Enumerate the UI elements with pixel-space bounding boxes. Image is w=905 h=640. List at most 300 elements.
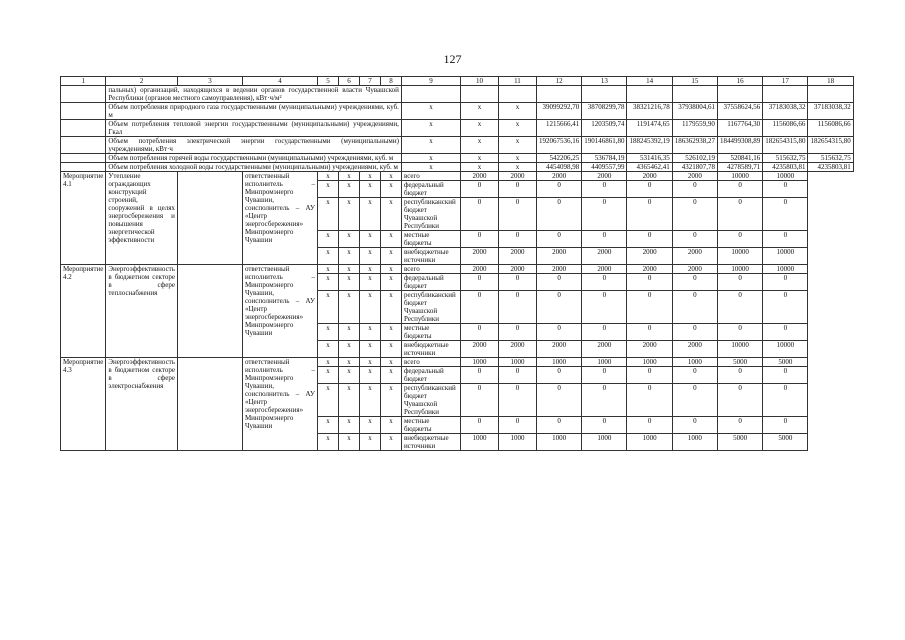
funding-value: 0 — [582, 367, 627, 384]
indicator-mark — [460, 86, 498, 103]
indicator-empty-cell — [61, 137, 106, 154]
indicator-value: 536784,19 — [582, 154, 627, 163]
indicator-value: 1203509,74 — [582, 120, 627, 137]
indicator-value: 4454098,98 — [536, 163, 581, 172]
indicator-empty-cell — [61, 103, 106, 120]
funding-value: 0 — [717, 384, 762, 417]
funding-value: 2000 — [460, 172, 498, 181]
code-mark: x — [338, 384, 359, 417]
funding-value: 2000 — [498, 172, 536, 181]
indicator-text: Объем потребления природного газа государственными (муниципальными) учреждениями, куб. м — [106, 103, 402, 120]
program-table — [60, 76, 854, 451]
measure-empty-cell — [177, 172, 242, 265]
indicator-text: Объем потребления горячей воды государственными (муниципальными) учреждениями, куб. м — [106, 154, 402, 163]
indicator-mark: x — [498, 154, 536, 163]
code-mark: x — [380, 367, 401, 384]
indicator-row — [61, 137, 854, 154]
funding-value: 0 — [627, 384, 672, 417]
code-mark: x — [380, 291, 401, 324]
indicator-value: 4235803,81 — [763, 163, 808, 172]
funding-value: 0 — [763, 274, 808, 291]
funding-value: 0 — [582, 291, 627, 324]
col-header: 16 — [717, 77, 762, 86]
funding-value: 10000 — [717, 172, 762, 181]
code-mark: x — [317, 417, 338, 434]
indicator-value — [717, 86, 762, 103]
funding-value: 0 — [627, 231, 672, 248]
measure-name: Мероприятие 4.2 — [61, 265, 106, 358]
indicator-value: 37183038,32 — [763, 103, 808, 120]
funding-value: 0 — [717, 367, 762, 384]
measure-row — [61, 172, 854, 181]
funding-value: 0 — [763, 324, 808, 341]
code-mark: x — [338, 324, 359, 341]
code-mark: x — [317, 274, 338, 291]
code-mark: x — [380, 172, 401, 181]
measure-executor: ответственный исполнитель – Минпромэнерго Чувашии, соисполнитель – АУ «Центр энергосбережения» Минпромэнерго Чувашии — [242, 265, 317, 358]
indicator-value: 190146861,80 — [582, 137, 627, 154]
funding-value: 10000 — [763, 341, 808, 358]
col-header: 7 — [359, 77, 380, 86]
indicator-value: 531416,35 — [627, 154, 672, 163]
funding-value: 2000 — [460, 265, 498, 274]
indicator-mark: x — [460, 163, 498, 172]
funding-value: 0 — [582, 417, 627, 434]
funding-value: 2000 — [582, 172, 627, 181]
funding-value: 0 — [717, 291, 762, 324]
funding-value: 1000 — [582, 434, 627, 451]
indicator-text: Объем потребления холодной воды государственными (муниципальными) учреждениями, куб. м — [106, 163, 402, 172]
col-header: 1 — [61, 77, 106, 86]
funding-source: федеральный бюджет — [401, 367, 460, 384]
col-header: 10 — [460, 77, 498, 86]
funding-value: 0 — [717, 198, 762, 231]
column-number-row — [61, 77, 854, 86]
funding-value: 0 — [763, 181, 808, 198]
indicator-empty-cell — [61, 163, 106, 172]
funding-value: 0 — [672, 198, 717, 231]
code-mark: x — [317, 198, 338, 231]
indicator-value: 37183038,32 — [808, 103, 853, 120]
funding-value: 1000 — [498, 434, 536, 451]
funding-value: 0 — [582, 198, 627, 231]
funding-value: 2000 — [672, 248, 717, 265]
indicator-value — [672, 86, 717, 103]
code-mark: x — [317, 265, 338, 274]
indicator-value: 1179559,90 — [672, 120, 717, 137]
funding-value: 5000 — [717, 358, 762, 367]
indicator-value: 184499308,89 — [717, 137, 762, 154]
code-mark: x — [338, 417, 359, 434]
indicator-row — [61, 120, 854, 137]
indicator-value: 4321807,78 — [672, 163, 717, 172]
funding-value: 1000 — [627, 434, 672, 451]
indicator-value: 37558624,56 — [717, 103, 762, 120]
funding-value: 0 — [498, 274, 536, 291]
code-mark: x — [338, 198, 359, 231]
col-header: 2 — [106, 77, 178, 86]
code-mark: x — [317, 434, 338, 451]
funding-value: 0 — [498, 417, 536, 434]
funding-value: 0 — [627, 274, 672, 291]
funding-value: 2000 — [672, 265, 717, 274]
funding-value: 0 — [460, 181, 498, 198]
measure-executor: ответственный исполнитель – Минпромэнерго Чувашии, соисполнитель – АУ «Центр энергосбережения» Минпромэнерго Чувашии — [242, 358, 317, 451]
indicator-empty-cell — [61, 86, 106, 103]
measure-empty-cell — [177, 265, 242, 358]
code-mark: x — [359, 172, 380, 181]
funding-value: 0 — [582, 231, 627, 248]
funding-value: 2000 — [536, 341, 581, 358]
indicator-value: 39099292,70 — [536, 103, 581, 120]
measure-name: Мероприятие 4.1 — [61, 172, 106, 265]
code-mark: x — [359, 358, 380, 367]
code-mark: x — [359, 198, 380, 231]
code-mark: x — [359, 434, 380, 451]
indicator-row — [61, 163, 854, 172]
code-mark: x — [317, 324, 338, 341]
code-mark: x — [359, 291, 380, 324]
col-header: 11 — [498, 77, 536, 86]
funding-value: 2000 — [582, 341, 627, 358]
funding-value: 1000 — [672, 358, 717, 367]
indicator-value — [808, 86, 853, 103]
code-mark: x — [338, 367, 359, 384]
funding-value: 2000 — [627, 265, 672, 274]
funding-value: 5000 — [717, 434, 762, 451]
code-mark: x — [359, 324, 380, 341]
code-mark: x — [317, 172, 338, 181]
funding-value: 2000 — [498, 265, 536, 274]
indicator-mark: x — [401, 120, 460, 137]
funding-value: 0 — [672, 291, 717, 324]
indicator-mark: x — [460, 137, 498, 154]
funding-value: 2000 — [627, 248, 672, 265]
funding-source: внебюджетные источники — [401, 248, 460, 265]
code-mark: x — [359, 231, 380, 248]
indicator-row — [61, 103, 854, 120]
indicator-mark: x — [460, 103, 498, 120]
indicator-value: 182654315,80 — [808, 137, 853, 154]
measure-row — [61, 358, 854, 367]
funding-value: 0 — [536, 198, 581, 231]
funding-value: 0 — [582, 384, 627, 417]
funding-value: 0 — [498, 231, 536, 248]
indicator-value: 520841,16 — [717, 154, 762, 163]
measure-title: Утепление ограждающих конструкций строений, сооружений в целях энергосбережения и повышения энергетической эффективности — [106, 172, 178, 265]
indicator-value — [627, 86, 672, 103]
funding-value: 1000 — [460, 434, 498, 451]
code-mark: x — [359, 384, 380, 417]
funding-value: 0 — [717, 324, 762, 341]
funding-value: 0 — [627, 198, 672, 231]
funding-value: 0 — [460, 324, 498, 341]
indicator-value: 4365462,41 — [627, 163, 672, 172]
funding-value: 0 — [717, 417, 762, 434]
funding-value: 10000 — [717, 265, 762, 274]
funding-value: 1000 — [536, 434, 581, 451]
funding-value: 1000 — [460, 358, 498, 367]
indicator-value: 186362938,27 — [672, 137, 717, 154]
code-mark: x — [338, 248, 359, 265]
funding-value: 0 — [498, 181, 536, 198]
funding-value: 0 — [672, 417, 717, 434]
indicator-mark — [401, 86, 460, 103]
col-header: 6 — [338, 77, 359, 86]
indicator-mark: x — [401, 163, 460, 172]
funding-value: 10000 — [717, 341, 762, 358]
funding-value: 0 — [627, 367, 672, 384]
funding-source: республиканский бюджет Чувашской Республики — [401, 291, 460, 324]
code-mark: x — [317, 367, 338, 384]
funding-value: 0 — [460, 367, 498, 384]
funding-value: 0 — [763, 417, 808, 434]
code-mark: x — [338, 274, 359, 291]
funding-source: местные бюджеты — [401, 417, 460, 434]
code-mark: x — [380, 384, 401, 417]
code-mark: x — [317, 231, 338, 248]
funding-value: 2000 — [582, 248, 627, 265]
code-mark: x — [338, 231, 359, 248]
funding-value: 0 — [498, 198, 536, 231]
code-mark: x — [380, 248, 401, 265]
indicator-row — [61, 154, 854, 163]
indicator-value: 37938004,61 — [672, 103, 717, 120]
col-header: 3 — [177, 77, 242, 86]
funding-source: внебюджетные источники — [401, 434, 460, 451]
measure-title: Энергоэффективность в бюджетном секторе в сфере электроснабжения — [106, 358, 178, 451]
code-mark: x — [317, 358, 338, 367]
indicator-value — [763, 86, 808, 103]
funding-value: 2000 — [460, 248, 498, 265]
funding-value: 0 — [582, 274, 627, 291]
indicator-mark — [498, 86, 536, 103]
funding-value: 2000 — [672, 341, 717, 358]
funding-source: всего — [401, 358, 460, 367]
funding-value: 0 — [627, 291, 672, 324]
funding-value: 0 — [763, 367, 808, 384]
funding-source: всего — [401, 265, 460, 274]
funding-value: 0 — [672, 384, 717, 417]
indicator-value: 38708299,78 — [582, 103, 627, 120]
funding-value: 0 — [582, 181, 627, 198]
code-mark: x — [380, 417, 401, 434]
code-mark: x — [380, 358, 401, 367]
funding-value: 1000 — [582, 358, 627, 367]
funding-source: федеральный бюджет — [401, 181, 460, 198]
indicator-text: Объем потребления электрической энергии государственными (муниципальными) учреждениями, кВт·ч — [106, 137, 402, 154]
funding-value: 2000 — [627, 172, 672, 181]
funding-value: 0 — [498, 291, 536, 324]
funding-value: 10000 — [763, 172, 808, 181]
funding-value: 0 — [672, 181, 717, 198]
indicator-mark: x — [460, 120, 498, 137]
funding-value: 2000 — [498, 341, 536, 358]
col-header: 8 — [380, 77, 401, 86]
funding-source: внебюджетные источники — [401, 341, 460, 358]
code-mark: x — [338, 172, 359, 181]
funding-value: 2000 — [498, 248, 536, 265]
indicator-value: 4278589,71 — [717, 163, 762, 172]
funding-source: всего — [401, 172, 460, 181]
funding-value: 10000 — [763, 265, 808, 274]
col-header: 13 — [582, 77, 627, 86]
col-header: 17 — [763, 77, 808, 86]
code-mark: x — [359, 367, 380, 384]
funding-value: 0 — [536, 324, 581, 341]
indicator-value: 1156086,66 — [808, 120, 853, 137]
code-mark: x — [317, 384, 338, 417]
funding-value: 0 — [498, 384, 536, 417]
indicator-value: 515632,75 — [808, 154, 853, 163]
funding-value: 0 — [627, 181, 672, 198]
code-mark: x — [380, 265, 401, 274]
indicator-value: 4235803,81 — [808, 163, 853, 172]
code-mark: x — [380, 341, 401, 358]
indicator-value: 1167764,30 — [717, 120, 762, 137]
indicator-value: 182654315,80 — [763, 137, 808, 154]
funding-source: местные бюджеты — [401, 324, 460, 341]
funding-value: 0 — [627, 417, 672, 434]
code-mark: x — [317, 181, 338, 198]
funding-value: 0 — [717, 181, 762, 198]
indicator-value: 526102,19 — [672, 154, 717, 163]
funding-value: 0 — [536, 231, 581, 248]
col-header: 5 — [317, 77, 338, 86]
funding-value: 0 — [460, 291, 498, 324]
code-mark: x — [380, 231, 401, 248]
funding-value: 10000 — [717, 248, 762, 265]
indicator-mark: x — [401, 137, 460, 154]
funding-value: 0 — [582, 324, 627, 341]
col-header: 9 — [401, 77, 460, 86]
measure-title: Энергоэффективность в бюджетном секторе в сфере теплоснабжения — [106, 265, 178, 358]
funding-value: 0 — [763, 198, 808, 231]
indicator-empty-cell — [61, 154, 106, 163]
indicator-value: 4409557,99 — [582, 163, 627, 172]
indicator-value: 1191474,65 — [627, 120, 672, 137]
funding-value: 2000 — [672, 172, 717, 181]
funding-value: 10000 — [763, 248, 808, 265]
indicator-mark: x — [498, 137, 536, 154]
funding-value: 2000 — [536, 265, 581, 274]
code-mark: x — [359, 417, 380, 434]
indicator-empty-cell — [61, 120, 106, 137]
code-mark: x — [359, 181, 380, 198]
col-header: 4 — [242, 77, 317, 86]
measure-empty-cell — [177, 358, 242, 451]
indicator-row — [61, 86, 854, 103]
code-mark: x — [317, 341, 338, 358]
indicator-mark: x — [498, 163, 536, 172]
funding-value: 0 — [763, 291, 808, 324]
code-mark: x — [380, 324, 401, 341]
code-mark: x — [338, 181, 359, 198]
indicator-value: 192067536,16 — [536, 137, 581, 154]
funding-value: 1000 — [627, 358, 672, 367]
code-mark: x — [317, 248, 338, 265]
measure-name: Мероприятие 4.3 — [61, 358, 106, 451]
indicator-value: 38321216,78 — [627, 103, 672, 120]
funding-source: местные бюджеты — [401, 231, 460, 248]
indicator-value: 1156086,66 — [763, 120, 808, 137]
code-mark: x — [338, 291, 359, 324]
indicator-text: Объем потребления тепловой энергии государственными (муниципальными) учреждениями, Гкал — [106, 120, 402, 137]
code-mark: x — [338, 341, 359, 358]
col-header: 15 — [672, 77, 717, 86]
funding-value: 0 — [717, 231, 762, 248]
funding-value: 0 — [536, 367, 581, 384]
funding-value: 0 — [763, 384, 808, 417]
funding-value: 0 — [536, 274, 581, 291]
funding-value: 5000 — [763, 434, 808, 451]
funding-value: 1000 — [498, 358, 536, 367]
funding-value: 2000 — [582, 265, 627, 274]
code-mark: x — [317, 291, 338, 324]
indicator-mark: x — [401, 154, 460, 163]
funding-value: 0 — [536, 384, 581, 417]
funding-value: 0 — [627, 324, 672, 341]
funding-value: 0 — [536, 417, 581, 434]
code-mark: x — [380, 434, 401, 451]
funding-value: 0 — [460, 198, 498, 231]
funding-value: 2000 — [536, 248, 581, 265]
funding-value: 5000 — [763, 358, 808, 367]
col-header: 14 — [627, 77, 672, 86]
funding-value: 0 — [498, 324, 536, 341]
indicator-mark: x — [401, 103, 460, 120]
funding-value: 0 — [763, 231, 808, 248]
col-header: 18 — [808, 77, 853, 86]
funding-value: 2000 — [536, 172, 581, 181]
page-number: 127 — [443, 52, 462, 66]
indicator-value — [582, 86, 627, 103]
indicator-value: 515632,75 — [763, 154, 808, 163]
funding-value: 0 — [536, 181, 581, 198]
funding-value: 0 — [672, 274, 717, 291]
indicator-value: 188245392,19 — [627, 137, 672, 154]
funding-value: 0 — [460, 384, 498, 417]
funding-value: 0 — [460, 417, 498, 434]
indicator-value — [536, 86, 581, 103]
code-mark: x — [380, 198, 401, 231]
funding-value: 2000 — [460, 341, 498, 358]
funding-value: 0 — [498, 367, 536, 384]
funding-source: федеральный бюджет — [401, 274, 460, 291]
code-mark: x — [359, 274, 380, 291]
indicator-mark: x — [460, 154, 498, 163]
code-mark: x — [338, 434, 359, 451]
funding-value: 2000 — [627, 341, 672, 358]
code-mark: x — [359, 248, 380, 265]
measure-executor: ответственный исполнитель – Минпромэнерго Чувашии, соисполнитель – АУ «Центр энергосбережения» Минпромэнерго Чувашии — [242, 172, 317, 265]
code-mark: x — [338, 265, 359, 274]
indicator-mark: x — [498, 103, 536, 120]
measure-row — [61, 265, 854, 274]
code-mark: x — [359, 265, 380, 274]
funding-value: 1000 — [672, 434, 717, 451]
funding-source: республиканский бюджет Чувашской Республики — [401, 384, 460, 417]
code-mark: x — [338, 358, 359, 367]
funding-value: 0 — [536, 291, 581, 324]
funding-source: республиканский бюджет Чувашской Республики — [401, 198, 460, 231]
code-mark: x — [359, 341, 380, 358]
indicator-mark: x — [498, 120, 536, 137]
funding-value: 0 — [672, 324, 717, 341]
col-header: 12 — [536, 77, 581, 86]
funding-value: 1000 — [536, 358, 581, 367]
funding-value: 0 — [460, 231, 498, 248]
